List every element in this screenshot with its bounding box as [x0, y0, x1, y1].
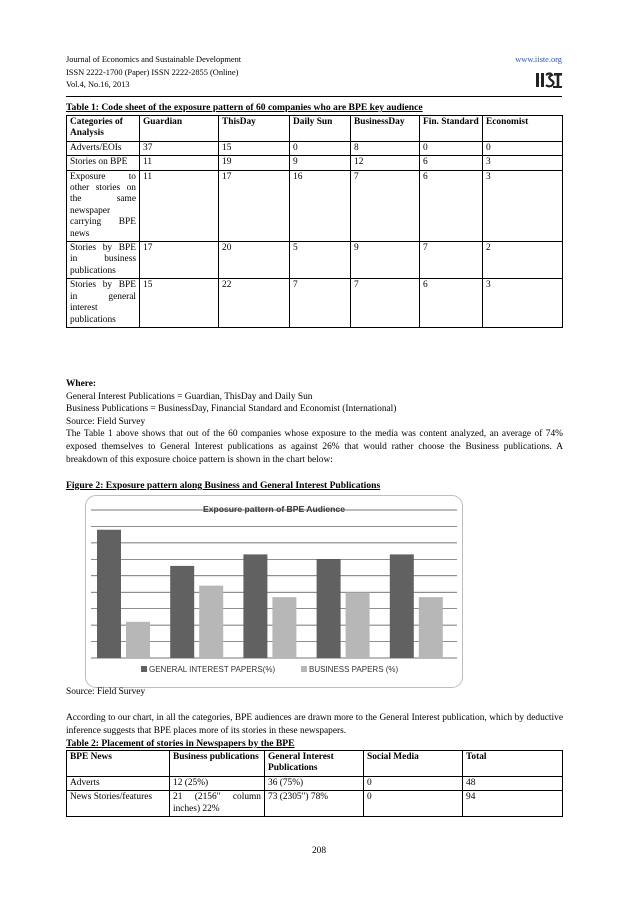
table-cell: 9 — [290, 156, 351, 170]
table1 — [66, 115, 563, 328]
bar-general-3 — [243, 554, 267, 658]
table-row — [67, 141, 563, 155]
bar-chart — [86, 496, 462, 687]
table-cell: 9 — [351, 242, 420, 279]
table-cell: 17 — [140, 242, 219, 279]
journal-issn: ISSN 2222-1700 (Paper) ISSN 2222-2855 (Online) — [66, 67, 239, 77]
table-cell: 6 — [420, 156, 483, 170]
where-heading: Where: — [66, 379, 97, 389]
table-cell: 73 (2305") 78% — [265, 791, 364, 817]
table-cell: 94 — [463, 791, 563, 817]
conclusion-paragraph: According to our chart, in all the categories, BPE audiences are drawn more to the General Interest publication, which by deductive inference suggests that BPE places more of its stories in these newspapers. — [66, 713, 563, 736]
page-header — [66, 54, 562, 92]
table-cell: 12 (25%) — [170, 776, 265, 790]
table-cell: 19 — [219, 156, 290, 170]
figure2-caption: Figure 2: Exposure pattern along Business and General Interest Publications — [66, 480, 381, 491]
table-cell: 15 — [219, 141, 290, 155]
table1-col-header: ThisDay — [219, 116, 290, 142]
table2-header-row — [67, 751, 563, 777]
page-number: 208 — [311, 846, 327, 856]
figure2-source: Source: Field Survey — [66, 687, 146, 697]
chart-title: Exposure pattern of BPE Audience — [203, 504, 345, 514]
table-cell: 7 — [351, 170, 420, 241]
bar-general-4 — [317, 559, 341, 658]
table-cell: 37 — [140, 141, 219, 155]
table-cell: 3 — [483, 279, 563, 328]
table-row — [67, 170, 563, 241]
table-cell: 48 — [463, 776, 563, 790]
table2 — [66, 750, 563, 817]
legend-label-business: BUSINESS PAPERS (%) — [309, 665, 399, 674]
table-row — [67, 279, 563, 328]
table-row — [67, 242, 563, 279]
table-cell: 3 — [483, 170, 563, 241]
bar-general-1 — [97, 530, 121, 658]
table-cell: 6 — [420, 279, 483, 328]
bar-general-5 — [390, 554, 414, 658]
table-cell: 11 — [140, 170, 219, 241]
legend-swatch-general — [141, 666, 147, 672]
table-cell: 0 — [364, 776, 463, 790]
journal-title: Journal of Economics and Sustainable Development — [66, 55, 242, 64]
table-cell: 17 — [219, 170, 290, 241]
table1-caption: Table 1: Code sheet of the exposure pattern of 60 companies who are BPE key audience — [66, 102, 423, 113]
table2-col-header: Social Media — [364, 751, 463, 777]
table-row — [67, 791, 563, 817]
where-block — [66, 378, 563, 466]
table-cell: 7 — [351, 279, 420, 328]
table2-col-header: BPE News — [67, 751, 170, 777]
table1-col-header: Categories of Analysis — [67, 116, 140, 142]
chart-frame — [85, 495, 463, 688]
table-cell: 2 — [483, 242, 563, 279]
table-cell: 11 — [140, 156, 219, 170]
table-row — [67, 156, 563, 170]
bar-business-5 — [419, 597, 443, 658]
table-cell: 7 — [290, 279, 351, 328]
table1-col-header: Fin. Standard — [420, 116, 483, 142]
chart-bars — [97, 530, 443, 658]
bar-general-2 — [170, 566, 194, 658]
iiste-logo-icon — [535, 70, 563, 90]
table-cell: 0 — [290, 141, 351, 155]
table-cell: 15 — [140, 279, 219, 328]
table1-header-row — [67, 116, 563, 142]
journal-url-link[interactable]: www.iiste.org — [515, 55, 562, 64]
table-cell: 8 — [351, 141, 420, 155]
table2-col-header: General Interest Publications — [265, 751, 364, 777]
table-cell: 6 — [420, 170, 483, 241]
legend-swatch-business — [301, 666, 307, 672]
bar-business-3 — [272, 597, 296, 658]
table-cell: 22 — [219, 279, 290, 328]
table1-row-label: Adverts/EOIs — [67, 141, 140, 155]
where-line: Business Publications = BusinessDay, Financial Standard and Economist (International) — [66, 404, 397, 415]
journal-volume: Vol.4, No.16, 2013 — [66, 80, 130, 89]
header-rule — [66, 96, 562, 97]
table-row — [67, 776, 563, 790]
table1-row-label: Stories on BPE — [67, 156, 140, 170]
table1-col-header: Economist — [483, 116, 563, 142]
table2-caption: Table 2: Placement of stories in Newspapers by the BPE — [66, 738, 295, 749]
table-cell: 16 — [290, 170, 351, 241]
table-cell: 3 — [483, 156, 563, 170]
bar-business-4 — [346, 592, 370, 658]
table-cell: 0 — [483, 141, 563, 155]
table1-col-header: Guardian — [140, 116, 219, 142]
table1-col-header: BusinessDay — [351, 116, 420, 142]
table1-row-label: Stories by BPE in general interest publications — [67, 279, 140, 328]
table-cell: 7 — [420, 242, 483, 279]
table1-row-label: Exposure to other stories on the same newspaper carrying BPE news — [67, 170, 140, 241]
table2-col-header: Business publications — [170, 751, 265, 777]
table-cell: 21 (2156" column inches) 22% — [170, 791, 265, 817]
source-note: Source: Field Survey — [66, 416, 146, 427]
table1-col-header: Daily Sun — [290, 116, 351, 142]
table-cell: 0 — [420, 141, 483, 155]
table1-row-label: Stories by BPE in business publications — [67, 242, 140, 279]
table-cell: News Stories/features — [67, 791, 170, 817]
bar-business-2 — [199, 586, 223, 658]
table-cell: 20 — [219, 242, 290, 279]
table-cell: 12 — [351, 156, 420, 170]
table-cell: 36 (75%) — [265, 776, 364, 790]
table-cell: 5 — [290, 242, 351, 279]
legend-label-general: GENERAL INTEREST PAPERS(%) — [149, 665, 276, 674]
table-cell: 0 — [364, 791, 463, 817]
where-line: General Interest Publications = Guardian, ThisDay and Daily Sun — [66, 391, 313, 402]
bar-business-1 — [126, 622, 150, 658]
chart-legend — [141, 665, 399, 674]
table2-col-header: Total — [463, 751, 563, 777]
body-paragraph: The Table 1 above shows that out of the 60 companies whose exposure to the media was content analyzed, an average of 74% exposed themselves to General Interest publications as against 26% that would rather choose the Business publications. A breakdown of this exposure choice pattern is shown in the chart below: — [66, 429, 563, 465]
table-cell: Adverts — [67, 776, 170, 790]
